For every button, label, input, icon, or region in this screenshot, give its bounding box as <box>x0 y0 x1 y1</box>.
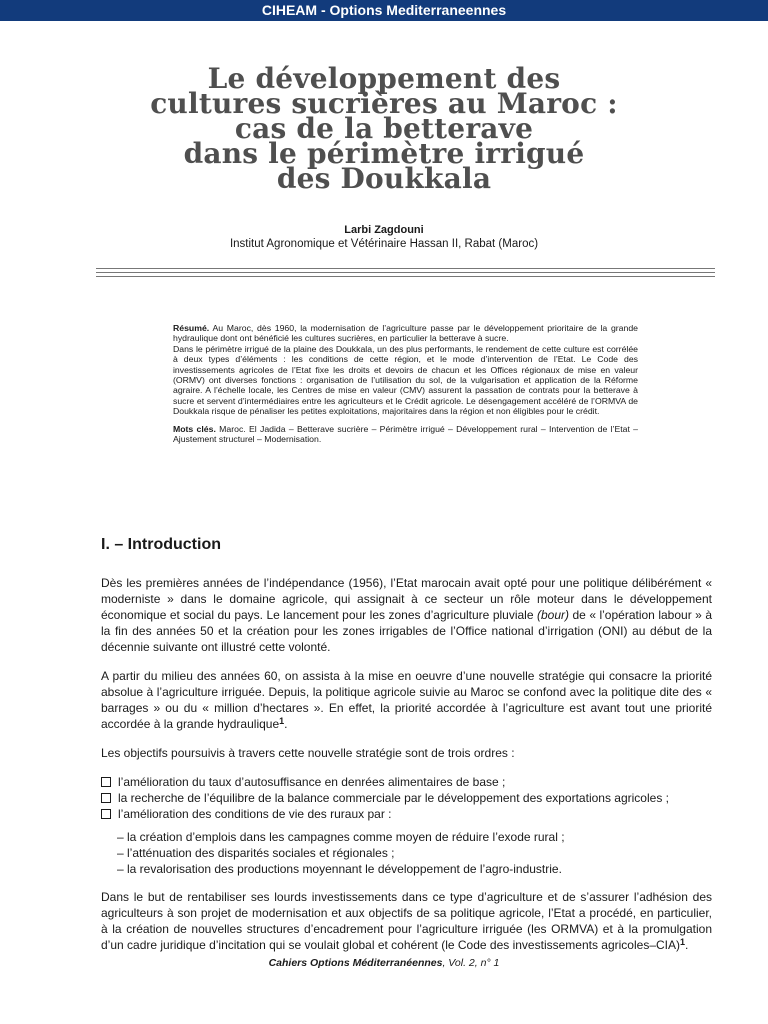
title-line: des Doukkala <box>276 162 492 195</box>
keywords-text: Maroc. El Jadida – Betterave sucrière – Périmètre irrigué – Développement rural – Intervention de l’Etat – Ajustement structurel – Modernisation. <box>173 423 638 445</box>
paragraph-text: Dès les premières années de l’indépendance (1956), l’Etat marocain avait opté pour une politique délibérément « moderniste » dans le domaine agricole, qui assignait à ce secteur un rôle moteur dans le développement économique et social du pays. Le lancement pour les zones d’agriculture pluviale <box>101 576 712 622</box>
journal-issue: , Vol. 2, n° 1 <box>442 957 500 969</box>
author-name: Larbi Zagdouni <box>344 224 424 236</box>
paragraph: A partir du milieu des années 60, on assista à la mise en oeuvre d’une nouvelle stratégie qui consacre la priorité absolue à l’agriculture irriguée. Depuis, la politique agricole suivie au Maroc se confond avec la politique dite des « barrages » ou du « million d’hectares ». En effet, la priorité accordée à l’agriculture est avant tout une priorité accordée à la grande hydraulique$^1$. <box>101 669 712 731</box>
title-line: cultures sucrières au Maroc : <box>150 87 618 120</box>
article-title <box>60 62 708 195</box>
italic-term: (bour) <box>537 608 570 622</box>
list-item: – la revalorisation des productions moyennant le développement de l’agro-industrie. <box>117 862 562 876</box>
paragraph-text: Dans le but de rentabiliser ses lourds investissements dans ce type d’agriculture et de s’assurer l’adhésion des agriculteurs à son projet de modernisation et aux objectifs de sa politique agricole, l’Etat a procédé, en particulier, à la création de nouvelles structures d’encadrement pour l’agriculture irriguée (les ORMVA) et à la promulgation d’un cadre juridique d’incitation qui se voulait global et cohérent (le Code des investissements agricoles–CIA) <box>101 890 712 952</box>
footnote-ref[interactable]: 1 <box>680 937 686 947</box>
abstract-text: Au Maroc, dès 1960, la modernisation de l’agriculture passe par le développement prioritaire de la grande hydraulique dont ont bénéficié les cultures sucrières, en particulier la betterave à sucre. <box>173 323 638 344</box>
checkbox-bullet-icon <box>101 793 111 803</box>
divider-line <box>96 268 715 269</box>
paragraph <box>101 575 712 655</box>
list-item <box>101 790 712 806</box>
paragraph: Dans le but de rentabiliser ses lourds investissements dans ce type d’agriculture et de s’assurer l’adhésion des agriculteurs à son projet de modernisation et aux objectifs de sa politique agricole, l’Etat a procédé, en particulier, à la création de nouvelles structures d’encadrement pour l’agriculture irriguée (les ORMVA) et à la promulgation d’un cadre juridique d’incitation qui se voulait global et cohérent (le Code des investissements agricoles–CIA)$^1$. <box>101 890 712 952</box>
divider-line <box>96 276 715 277</box>
list-item-text: la recherche de l’équilibre de la balance commerciale par le développement des exportations agricoles ; <box>118 791 669 805</box>
title-line: dans le périmètre irrigué <box>183 137 585 170</box>
checkbox-bullet-icon <box>101 809 111 819</box>
abstract-label: Résumé. <box>173 323 210 333</box>
article-body <box>101 575 712 966</box>
paragraph: Les objectifs poursuivis à travers cette nouvelle stratégie sont de trois ordres : <box>101 746 515 760</box>
abstract-para: Dans le périmètre irrigué de la plaine des Doukkala, un des plus performants, le rendement de cette culture est corrélée à deux types d’éléments : les conditions de cette région, et le mode d’intervention de l’Etat. Le Code des investissements agricoles de l’Etat fixe les droits et devoirs de chacun et les Offices régionaux de mise en valeur (ORMV) ont diverses fonctions : organisation de l’utilisation du sol, de la vulgarisation et application de la Réforme agraire. A l’échelle locale, les Centres de mise en valeur (CMV) assurent la passation de contrats pour la betterave à sucre et servent d’intermédiaires entre les agriculteurs et le Crédit agricole. Le désengagement accéléré de l’ORMVA de Doukkala risque de pénaliser les petites exploitations, majoritaires dans la région et non éligibles pour le crédit. <box>173 343 638 417</box>
journal-name: Cahiers Options Méditerranéennes <box>268 957 443 969</box>
keywords <box>173 424 638 445</box>
title-divider <box>96 268 715 280</box>
section-heading: I. – Introduction <box>101 536 221 553</box>
footnote-ref[interactable]: 1 <box>279 716 285 726</box>
page-footer <box>0 957 768 969</box>
list-item-text: l’amélioration du taux d’autosuffisance en denrées alimentaires de base ; <box>118 775 506 789</box>
paragraph-text: A partir du milieu des années 60, on assista à la mise en oeuvre d’une nouvelle stratégie qui consacre la priorité absolue à l’agriculture irriguée. Depuis, la politique agricole suivie au Maroc se confond avec la politique dite des « barrages » ou du « million d’hectares ». En effet, la priorité accordée à l’agriculture est avant tout une priorité accordée à la grande hydraulique <box>101 669 712 731</box>
author-affiliation: Institut Agronomique et Vétérinaire Hassan II, Rabat (Maroc) <box>229 238 539 250</box>
title-line: Le développement des <box>207 62 561 95</box>
list-item <box>101 806 712 822</box>
abstract <box>173 323 638 444</box>
divider-line <box>96 272 715 273</box>
list-item: – la création d’emplois dans les campagnes comme moyen de réduire l’exode rural ; <box>117 830 565 844</box>
list-item <box>101 774 712 790</box>
list-item: – l’atténuation des disparités sociales et régionales ; <box>117 846 395 860</box>
abstract-para <box>173 323 638 344</box>
keywords-label: Mots clés. <box>173 423 216 434</box>
paragraph-text: de « l’opération labour » à la fin des années 50 et la création pour les zones irrigables de l’Office national d’irrigation (ONI) au début de la décennie suivante ont illustré cette volonté. <box>101 608 712 654</box>
title-line: cas de la betterave <box>234 112 534 145</box>
sub-objectives-list <box>117 829 712 877</box>
checkbox-bullet-icon <box>101 777 111 787</box>
list-item-text: l’amélioration des conditions de vie des ruraux par : <box>118 807 392 821</box>
header-banner: CIHEAM - Options Mediterraneennes <box>0 0 768 21</box>
objectives-list <box>101 774 712 822</box>
